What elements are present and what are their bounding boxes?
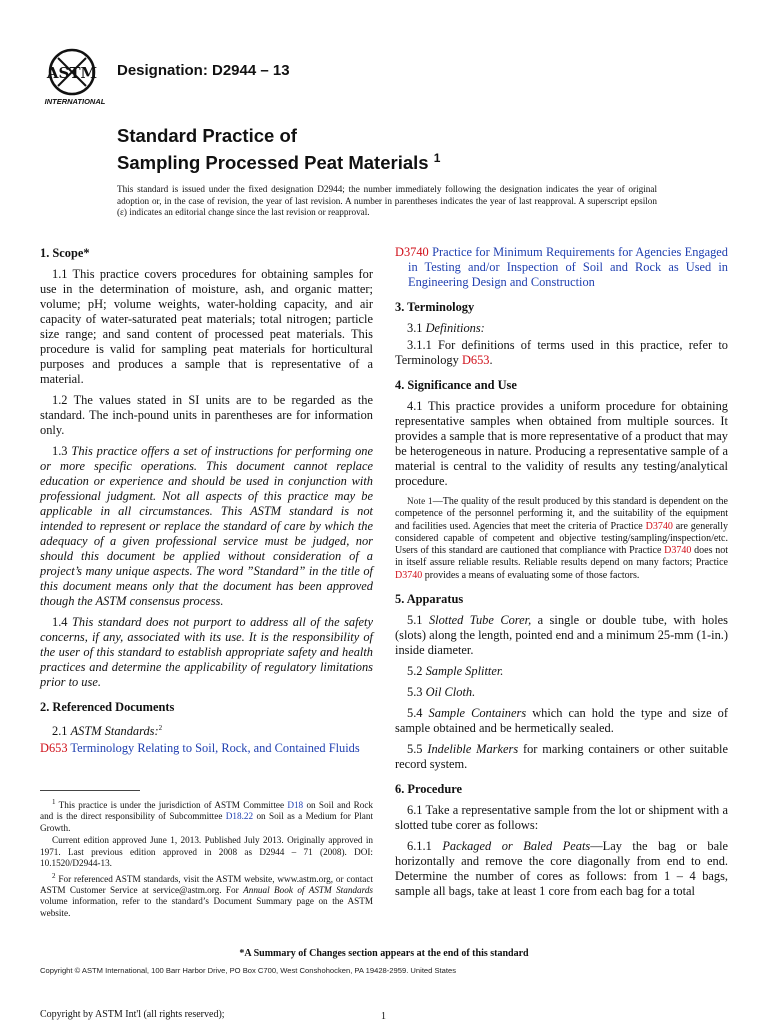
paragraph-3-1: 3.1 Definitions: xyxy=(407,321,485,335)
section-heading-significance: 4. Significance and Use xyxy=(395,378,517,392)
paragraph-2-1: 2.1 ASTM Standards:$^2$ xyxy=(52,724,163,739)
paragraph-6-1-1: 6.1.1 Packaged or Baled Peats—Lay the bag or bale horizontally and remove the core diagonally from end to end. Determine the number of cores as follows: from 1 – 4 bags, sample all bags, take at least 1 core from each bag for a total xyxy=(395,839,729,899)
reference-d653 xyxy=(40,741,373,756)
link-d18-22[interactable]: D18.22 xyxy=(225,811,254,822)
copyright-line: Copyright © ASTM International, 100 Barr Harbor Drive, PO Box C700, West Conshohocken, PA 19428-2959. United States xyxy=(40,966,457,975)
designation: Designation: D2944 – 13 xyxy=(117,62,290,79)
title-footnote-ref[interactable]: 1 xyxy=(433,151,441,165)
svg-text:INTERNATIONAL: INTERNATIONAL xyxy=(44,97,106,106)
section-heading-referenced-documents: 2. Referenced Documents xyxy=(40,700,175,714)
copyright-stamp: Copyright by ASTM Int'l (all rights reserved); xyxy=(40,1009,225,1020)
footnote-1: $^1$ This practice is under the jurisdiction of ASTM Committee D18 on Soil and Rock and is the direct responsibility of Subcommittee D18.22 on Soil as a Medium for Plant Growth. xyxy=(40,798,374,833)
reference-d3740 xyxy=(395,245,728,290)
link-d3740-note-2[interactable]: D3740 xyxy=(664,545,692,557)
paragraph-4-1: 4.1 This practice provides a uniform procedure for obtaining representative samples when obtained from multiple sources. It provides a sample that is more representative of a product that may be heterogeneous in nature. Producing a representative sample of a material is central to the validity of results any testing/analytical procedure. xyxy=(395,399,728,488)
section-heading-procedure: 6. Procedure xyxy=(395,782,462,797)
paragraph-5-2: 5.2 Sample Splitter. xyxy=(407,664,504,679)
footnote-2: $^2$ For referenced ASTM standards, visit the ASTM website, www.astm.org, or contact ASTM Customer Service at service@astm.org. For Annual Book of ASTM Standards volume information, refer to the standard’s Document Summary page on the ASTM website. xyxy=(40,871,374,918)
svg-text:ASTM: ASTM xyxy=(46,64,98,82)
link-d653[interactable]: D653 xyxy=(40,741,68,756)
title-line-1: Standard Practice of xyxy=(117,125,297,146)
astm-logo xyxy=(40,46,110,108)
title-line-2: Sampling Processed Peat Materials $^1$ xyxy=(117,151,441,174)
paragraph-1-1: 1.1 This practice covers procedures for obtaining samples for use in the determination of moisture, ash, and organic matter; volume; pH; volume weights, water-holding capacity, and air capacity of water-saturated peat materials; total nitrogen; particle size range; and sand content of processed peat materials. This procedure is valid for sampling peat materials for horticultural purposes and produces a sample that is representative of a material. xyxy=(40,267,373,386)
paragraph-5-4: 5.4 Sample Containers which can hold the type and size of sample obtained and be hermetically sealed. xyxy=(395,706,728,736)
left-column xyxy=(40,246,373,762)
footnote-edition: Current edition approved June 1, 2013. Published July 2013. Originally approved in 1971. Last previous edition approved in 2008 as D2944 – 71 (2008). DOI: 10.1520/D2944-13. xyxy=(40,835,373,869)
footnote-ref-2[interactable]: 2 xyxy=(158,724,163,732)
paragraph-1-4: 1.4 This standard does not purport to address all of the safety concerns, if any, associated with its use. It is the responsibility of the user of this standard to establish appropriate safety and health practices and determine the applicability of regulatory limitations prior to use. xyxy=(40,615,373,689)
link-d3740-note-3[interactable]: D3740 xyxy=(395,569,423,581)
section-heading-apparatus: 5. Apparatus xyxy=(395,592,464,607)
link-d3740-title[interactable]: Practice for Minimum Requirements for Agencies Engaged in Testing and/or Inspection of Soil and Rock as Used in Engineering Design and Construction xyxy=(408,245,728,289)
link-d18[interactable]: D18 xyxy=(287,800,304,811)
paragraph-5-1: 5.1 Slotted Tube Corer, a single or double tube, with holes (slots) along the length, pointed end and a minimum 25-mm (1-in.) inside diameter. xyxy=(395,613,728,658)
link-d653-terminology[interactable]: D653 xyxy=(461,353,490,367)
page-number: 1 xyxy=(381,1011,386,1022)
paragraph-5-5: 5.5 Indelible Markers for marking containers or other suitable record system. xyxy=(395,742,728,772)
paragraph-5-3: 5.3 Oil Cloth. xyxy=(407,685,476,700)
page-title xyxy=(117,125,440,174)
issuance-notice: This standard is issued under the fixed designation D2944; the number immediately following the designation indicates the year of original adoption or, in the case of revision, the year of last revision. A number in parentheses indicates the year of last reapproval. A superscript epsilon (ε) indicates an editorial change since the last revision or reapproval. xyxy=(117,184,657,218)
paragraph-6-1: 6.1 Take a representative sample from the lot or shipment with a slotted tube corer as follows: xyxy=(395,803,728,833)
note-1: Note 1—The quality of the result produced by this standard is dependent on the competence of the personnel performing it, and the suitability of the equipment and facilities used. Agencies that meet the criteria of Practice D3740 are generally considered capable of competent and objective testing/sampling/inspection/etc. Users of this standard are cautioned that compliance with Practice D3740 does not in itself assure reliable results. Reliable results depend on many factors; Practice D3740 provides a means of evaluating some of those factors. xyxy=(395,496,729,581)
link-d653-title[interactable]: Terminology Relating to Soil, Rock, and Contained Fluids xyxy=(70,741,360,756)
paragraph-1-2: 1.2 The values stated in SI units are to be regarded as the standard. The inch-pound units in parentheses are for information only. xyxy=(40,393,373,437)
section-heading-terminology: 3. Terminology xyxy=(395,300,475,314)
link-d3740[interactable]: D3740 xyxy=(395,245,429,259)
footnotes xyxy=(40,797,373,920)
footnote-divider xyxy=(40,790,140,791)
paragraph-3-1-1: 3.1.1 For definitions of terms used in this practice, refer to Terminology D653. xyxy=(395,338,728,367)
link-d3740-note-1[interactable]: D3740 xyxy=(645,520,673,532)
paragraph-1-3: 1.3 This practice offers a set of instructions for performing one or more specific operations. This document cannot replace education or experience and should be used in conjunction with professional judgment. Not all aspects of this practice may be applicable in all circumstances. This ASTM standard is not intended to represent or replace the standard of care by which the adequacy of a given professional service must be judged, nor should this document be applied without consideration of a project’s many unique aspects. The word ”Standard” in the title of this document means only that the document has been approved though the ASTM consensus process. xyxy=(40,444,373,608)
summary-of-changes-notice: *A Summary of Changes section appears at the end of this standard xyxy=(239,948,529,959)
section-heading-scope: 1. Scope* xyxy=(40,246,90,260)
right-column xyxy=(395,246,728,905)
